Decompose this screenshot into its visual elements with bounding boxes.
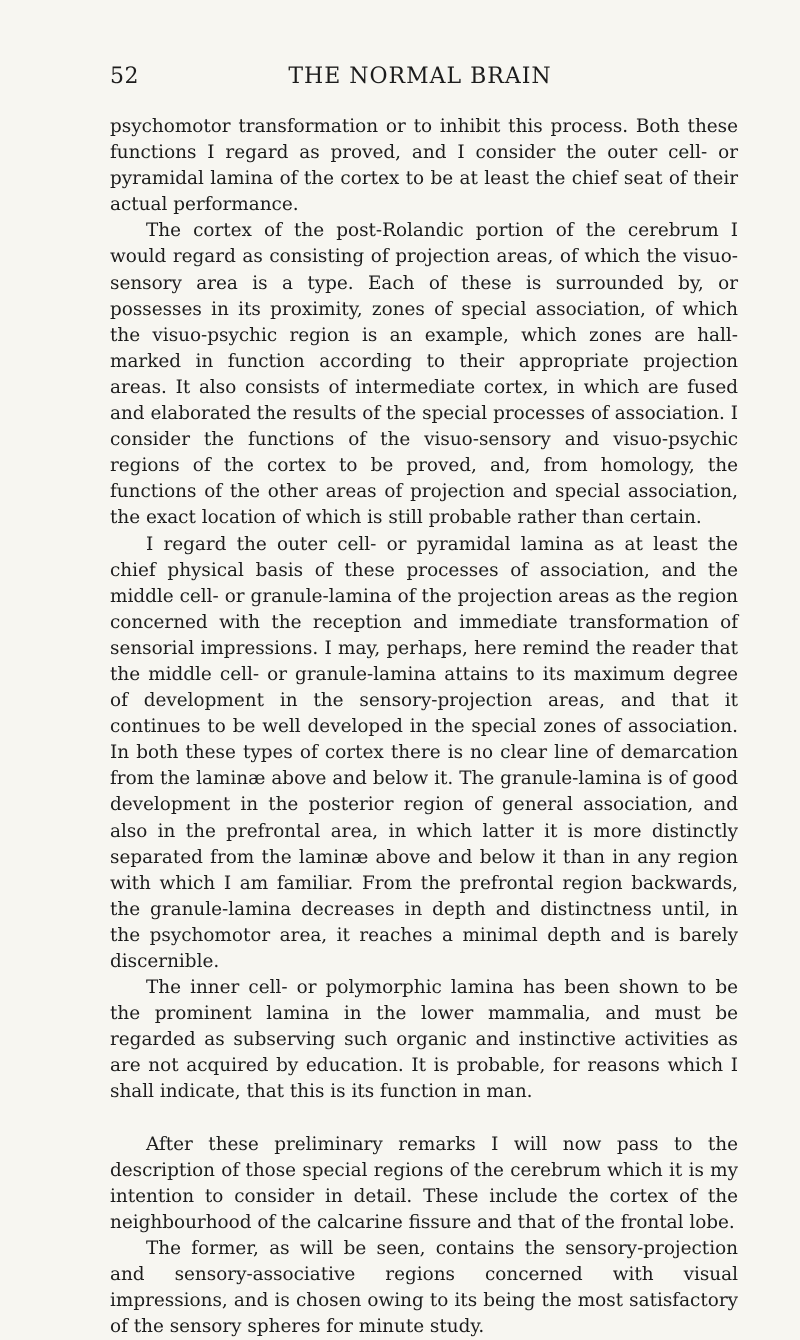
- page-number: 52: [110, 64, 139, 89]
- paragraph: The former, as will be seen, contains the sensory-projection and sensory-associative regions concerned with visual impressions, and is chosen owing to its being the most satisfactory of the sensory spheres for minute study.: [110, 1237, 738, 1338]
- body-text: [110, 114, 738, 1340]
- paragraph: After these preliminary remarks I will now pass to the description of those special regions of the cerebrum which it is my intention to consider in detail. These include the cortex of the neighbourhood of the calcarine fissure and that of the frontal lobe.: [110, 1133, 738, 1233]
- paragraph: The inner cell- or polymorphic lamina has been shown to be the prominent lamina in the lower mammalia, and must be regarded as subserving such organic and instinctive activities as are not acquired by education. It is probable, for reasons which I shall indicate, that this is its function in man.: [110, 977, 738, 1103]
- paragraph: I regard the outer cell- or pyramidal lamina as at least the chief physical basis of these processes of association, and the middle cell- or granule-lamina of the projection areas as the region concerned with the reception and immediate transformation of sensorial impressions. I may, perhaps, here remind the reader that the middle cell- or granule-lamina attains to its maximum degree of development in the sensory-projection areas, and that it continues to be well developed in the special zones of association. In both these types of cortex there is no clear line of demarcation from the laminæ above and below it. The granule-lamina is of good development in the posterior region of general association, and also in the prefrontal area, in which latter it is more distinctly separated from the laminæ above and below it than in any region with which I am familiar. From the prefrontal region backwards, the granule-lamina decreases in depth and distinctness until, in the psychomotor area, it reaches a minimal depth and is barely discernible.: [110, 533, 738, 972]
- paragraph-continued: psychomotor transformation or to inhibit this process. Both these functions I regard as proved, and I consider the outer cell- or pyramidal lamina of the cortex to be at least the chief seat of their actual performance.: [110, 116, 738, 216]
- paragraph: The cortex of the post-Rolandic portion of the cerebrum I would regard as consisting of projection areas, of which the visuo-sensory area is a type. Each of these is surrounded by, or possesses in its proximity, zones of special association, of which the visuo-psychic region is an example, which zones are hall-marked in function according to their appropriate projection areas. It also consists of intermediate cortex, in which are fused and elaborated the results of the special processes of association. I consider the functions of the visuo-sensory and visuo-psychic regions of the cortex to be proved, and, from homology, the functions of the other areas of projection and special association, the exact location of which is still probable rather than certain.: [110, 220, 738, 529]
- page-header: [110, 64, 730, 104]
- section-break: [110, 1106, 738, 1132]
- running-title: THE NORMAL BRAIN: [288, 64, 552, 89]
